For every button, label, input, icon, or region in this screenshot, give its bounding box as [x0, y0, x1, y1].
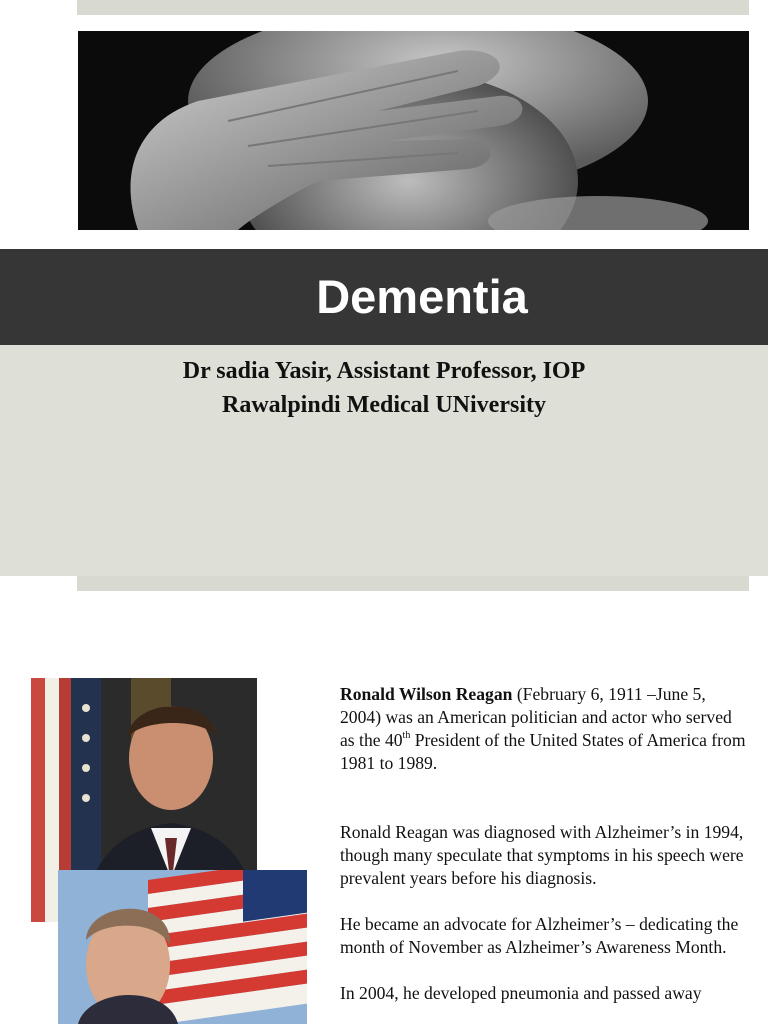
death-paragraph: In 2004, he developed pneumonia and passed away — [340, 983, 702, 1003]
reagan-bio-paragraph — [340, 683, 750, 775]
author-block — [0, 354, 768, 422]
reagan-text-block — [340, 683, 750, 1005]
hero-image — [78, 31, 749, 230]
reagan-bio-text-b: President of the United States of America from 1981 to 1989. — [340, 730, 746, 773]
slide-title: Dementia — [316, 270, 528, 323]
author-institution-line: Rawalpindi Medical UNiversity — [222, 392, 546, 418]
top-accent-band — [77, 0, 749, 15]
ordinal-suffix: th — [402, 730, 411, 741]
bottom-accent-band — [77, 576, 749, 591]
diagnosis-paragraph: Ronald Reagan was diagnosed with Alzheimer’s in 1994, though many speculate that symptoms in his speech were prevalent years before his diagnosis. — [340, 822, 744, 888]
reagan-bio-text-a: (February 6, 1911 –June 5, 2004) was an American politician and actor who served as the 40 — [340, 684, 732, 750]
reagan-flag-photo — [58, 870, 307, 1024]
advocacy-paragraph: He became an advocate for Alzheimer’s – dedicating the month of November as Alzheimer’s Awareness Month. — [340, 914, 739, 957]
author-name-line: Dr sadia Yasir, Assistant Professor, IOP — [182, 358, 586, 384]
reagan-name: Ronald Wilson Reagan — [340, 684, 513, 704]
